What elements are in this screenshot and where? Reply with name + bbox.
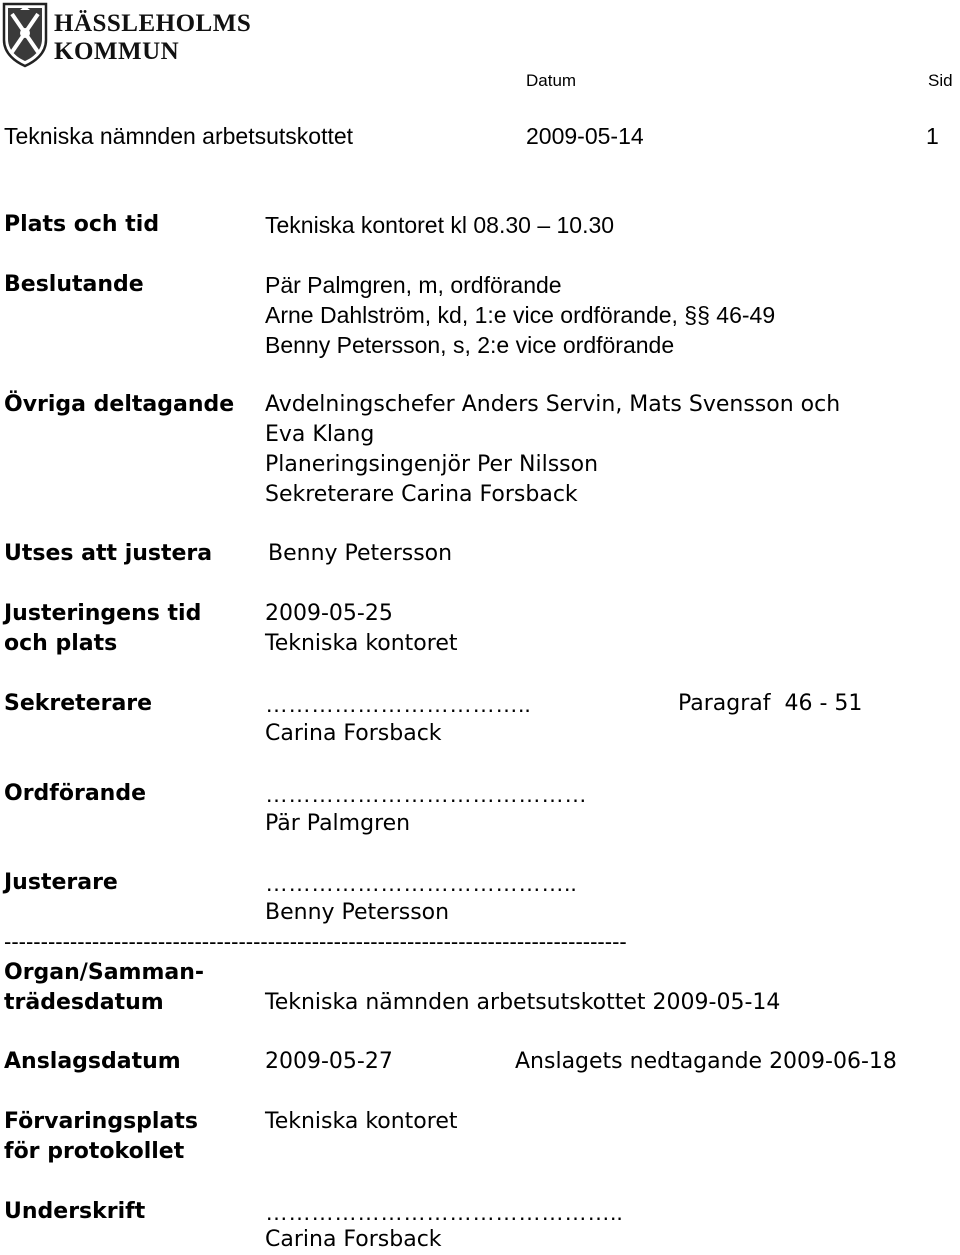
justeringens-label: och plats — [4, 631, 118, 656]
beslutande-member: Arne Dahlström, kd, 1:e vice ordförande, §§ 46-49 — [265, 302, 776, 328]
ovriga-participant: Planeringsingenjör Per Nilsson — [265, 452, 599, 477]
org-name-line2: KOMMUN — [54, 38, 180, 65]
utses-value: Benny Petersson — [268, 541, 453, 566]
ovriga-participant: Eva Klang — [265, 422, 375, 447]
paragraf-range: Paragraf 46 - 51 — [678, 691, 863, 716]
beslutande-member: Pär Palmgren, m, ordförande — [265, 272, 562, 298]
underskrift-label: Underskrift — [4, 1199, 146, 1224]
org-name-line1: HÄSSLEHOLMS — [54, 10, 252, 37]
justeringens-label: Justeringens tid — [4, 601, 202, 626]
datum-label: Datum — [526, 71, 577, 90]
nedtagande-value: Anslagets nedtagande 2009-06-18 — [515, 1049, 897, 1074]
forvaring-value: Tekniska kontoret — [265, 1109, 458, 1134]
signature-line: …………………………….. — [265, 691, 531, 717]
beslutande-member: Benny Petersson, s, 2:e vice ordförande — [265, 332, 675, 358]
organ-value: Tekniska nämnden arbetsutskottet 2009-05-14 — [265, 990, 781, 1015]
plats-value: Tekniska kontoret kl 08.30 – 10.30 — [265, 212, 615, 238]
sekreterare-label: Sekreterare — [4, 691, 153, 716]
justerare-label: Justerare — [4, 870, 118, 895]
ovriga-participant: Sekreterare Carina Forsback — [265, 482, 578, 507]
ovriga-label: Övriga deltagande — [4, 392, 235, 417]
anslagsdatum-value: 2009-05-27 — [265, 1049, 393, 1074]
justeringens-place: Tekniska kontoret — [265, 631, 458, 656]
beslutande-label: Beslutande — [4, 272, 144, 297]
anslagsdatum-label: Anslagsdatum — [4, 1049, 181, 1074]
municipality-logo — [2, 2, 252, 70]
justerare-name: Benny Petersson — [265, 900, 450, 925]
meeting-date: 2009-05-14 — [526, 123, 644, 149]
forvaring-label: för protokollet — [4, 1139, 185, 1164]
ordforande-name: Pär Palmgren — [265, 811, 411, 836]
coat-of-arms-icon — [2, 2, 48, 68]
utses-label: Utses att justera — [4, 541, 213, 566]
plats-label: Plats och tid — [4, 212, 160, 237]
forvaring-label: Förvaringsplats — [4, 1109, 198, 1134]
sekreterare-name: Carina Forsback — [265, 721, 442, 746]
page-number: 1 — [926, 123, 939, 149]
signature-line: …………………………………… — [265, 781, 587, 807]
dashed-divider: ------------------------------------------------------------------------------------- — [4, 930, 627, 954]
signature-line: ………………………………….. — [265, 870, 577, 896]
underskrift-name: Carina Forsback — [265, 1227, 442, 1252]
body-name: Tekniska nämnden arbetsutskottet — [4, 123, 354, 149]
sid-label: Sid — [928, 71, 953, 90]
organ-label: trädesdatum — [4, 990, 164, 1015]
signature-line: ……………………………………….. — [265, 1199, 623, 1225]
justeringens-date: 2009-05-25 — [265, 601, 393, 626]
organ-label: Organ/Samman- — [4, 960, 205, 985]
ordforande-label: Ordförande — [4, 781, 147, 806]
ovriga-participant: Avdelningschefer Anders Servin, Mats Svensson och — [265, 392, 841, 417]
